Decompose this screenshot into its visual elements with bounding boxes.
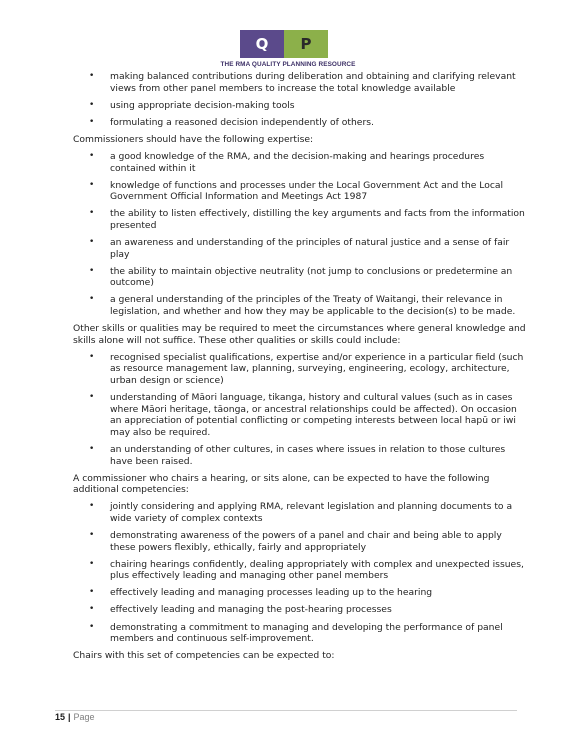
body-content <box>73 71 528 667</box>
list-item: • formulating a reasoned decision independently of others. <box>73 117 528 129</box>
expertise-list <box>73 151 528 318</box>
footer-divider <box>55 710 517 711</box>
footer-separator: | <box>68 712 71 722</box>
expertise-intro: Commissioners should have the following expertise: <box>73 133 314 145</box>
list-item: • an awareness and understanding of the principles of natural justice and a sense of fair play <box>73 237 528 260</box>
list-item: • recognised specialist qualifications, expertise and/or experience in a particular field (such as resource management law, planning, surveying, engineering, ecology, architecture, urban design or science) <box>73 352 528 387</box>
list-item: • understanding of Māori language, tikanga, history and cultural values (such as in cases where Māori heritage, tāonga, or ancestral relationships could be affected). On occasion an appreciation of potential conflicting or competing interests between local hapū or iwi may also be required. <box>73 392 528 438</box>
page-number: 15 <box>55 712 66 722</box>
list-item: • an understanding of other cultures, in cases where issues in relation to those cultures have been raised. <box>73 444 528 467</box>
list-item: • demonstrating a commitment to managing and developing the performance of panel members and continuous self-improvement. <box>73 622 528 645</box>
logo-q-block: Q <box>240 30 284 58</box>
list-item: • making balanced contributions during deliberation and obtaining and clarifying relevant views from other panel members to increase the total knowledge available <box>73 71 528 94</box>
logo-p-block: P <box>284 30 328 58</box>
chair-competencies-intro: A commissioner who chairs a hearing, or sits alone, can be expected to have the following additional competencies: <box>73 472 490 496</box>
list-item: • chairing hearings confidently, dealing appropriately with complex and unexpected issues, plus effectively leading and managing other panel members <box>73 559 528 582</box>
page-label: Page <box>73 712 95 722</box>
list-item: • using appropriate decision-making tools <box>73 100 528 112</box>
other-skills-list <box>73 352 528 467</box>
list-item: • knowledge of functions and processes under the Local Government Act and the Local Government Official Information and Meetings Act 1987 <box>73 180 528 203</box>
page-footer <box>55 712 95 722</box>
list-item: • the ability to maintain objective neutrality (not jump to conclusions or predetermine an outcome) <box>73 266 528 289</box>
list-item: • the ability to listen effectively, distilling the key arguments and facts from the information presented <box>73 208 528 231</box>
list-item: • jointly considering and applying RMA, relevant legislation and planning documents to a wide variety of complex contexts <box>73 501 528 524</box>
logo-tagline: THE RMA QUALITY PLANNING RESOURCE <box>220 61 356 68</box>
chair-competencies-list <box>73 501 528 644</box>
list-item: • a general understanding of the principles of the Treaty of Waitangi, their relevance in legislation, and whether and how they may be applicable to the decision(s) to be made. <box>73 294 528 317</box>
list-item: • a good knowledge of the RMA, and the decision-making and hearings procedures contained within it <box>73 151 528 174</box>
other-skills-intro: Other skills or qualities may be required to meet the circumstances where general knowledge and skills alone will not suffice. These other qualities or skills could include: <box>73 323 526 346</box>
list-item: • effectively leading and managing processes leading up to the hearing <box>73 587 528 599</box>
decision-skills-list <box>73 71 528 128</box>
list-item: • effectively leading and managing the post-hearing processes <box>73 604 528 616</box>
chairs-expectation-intro: Chairs with this set of competencies can be expected to: <box>73 650 335 662</box>
list-item: • demonstrating awareness of the powers of a panel and chair and being able to apply these powers flexibly, ethically, fairly and appropriately <box>73 530 528 553</box>
qp-logo <box>240 30 328 58</box>
